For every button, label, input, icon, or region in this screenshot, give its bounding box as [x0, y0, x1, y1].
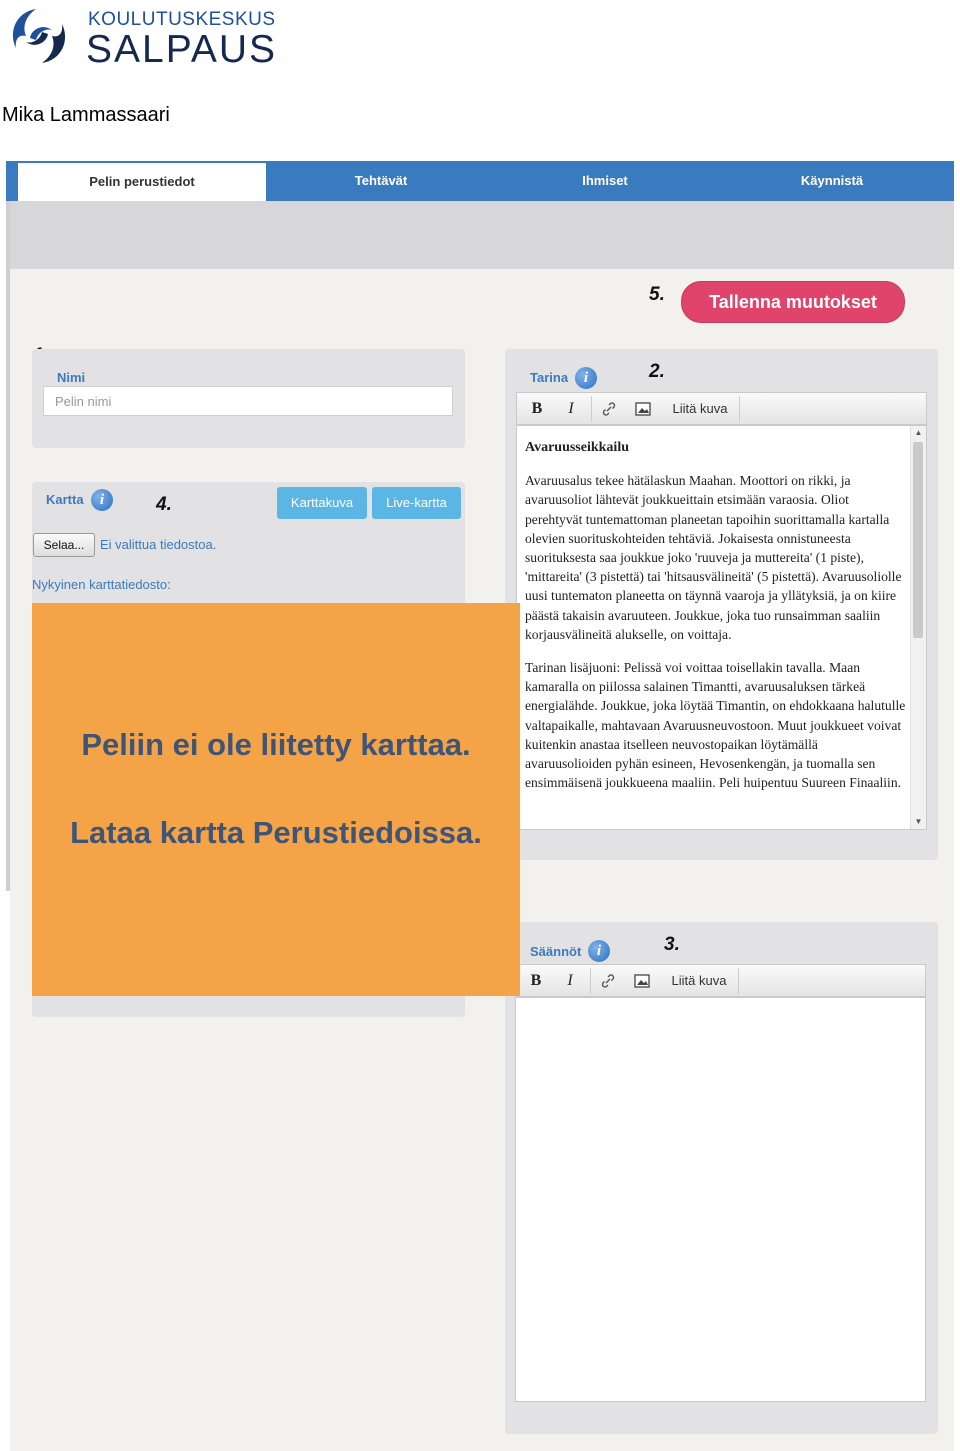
header-strip	[6, 201, 954, 269]
rules-editor-toolbar	[515, 964, 926, 997]
save-changes-button[interactable]: Tallenna muutokset	[681, 281, 905, 323]
salpaus-logo-icon	[6, 4, 72, 68]
image-icon[interactable]	[631, 395, 655, 423]
rules-info-icon[interactable]: i	[588, 940, 610, 962]
story-editor-toolbar	[516, 392, 927, 425]
rules-label: Säännöt	[530, 944, 582, 959]
toolbar-separator	[591, 396, 592, 422]
no-map-overlay	[32, 603, 520, 996]
step-marker-4: 4.	[156, 494, 172, 515]
rules-editor[interactable]	[515, 997, 926, 1402]
rules-italic-button[interactable]: I	[567, 972, 573, 989]
scroll-down-icon[interactable]: ▼	[914, 817, 923, 826]
link-icon[interactable]	[596, 967, 620, 995]
story-italic-button[interactable]: I	[568, 400, 574, 417]
current-map-file-label: Nykyinen karttatiedosto:	[32, 577, 171, 592]
game-name-input[interactable]	[43, 386, 453, 416]
browse-file-button[interactable]: Selaa...	[33, 533, 95, 557]
overlay-message-line2: Lataa kartta Perustiedoissa.	[70, 815, 482, 850]
step-marker-2: 2.	[649, 361, 665, 382]
story-paragraph: Avaruusalus tekee hätälaskun Maahan. Moottori on rikki, ja avaruusoliot lähtevät joukkueittain etsimään varaosia. Oliot perehtyvät tuntemattoman planeetan tapoihin suorittamalla kartalla olevien suorituskohteiden tehtäviä. Jokaisesta onnistuneesta suorituksesta saa joukkue joko 'ruuveja ja muttereita' (1 piste), 'mittareita' (3 pistettä) tai 'hitsausvälineitä' (5 pistettä). Avaruusoliolle uusi tuntematon planeetta on täynnä vaaroja ja yllätyksiä, ja on kiire päästä takaisin avaruuteen. Joukkue, joka tuo runsaimman saaliin korjausvälineitä alukselle, on voittaja.	[525, 473, 902, 642]
rules-insert-image-button[interactable]: Liitä kuva	[671, 973, 727, 988]
tab-bar	[6, 161, 954, 201]
toolbar-separator	[739, 396, 740, 422]
toolbar-separator	[738, 968, 739, 994]
tab-launch[interactable]: Käynnistä	[800, 173, 864, 188]
story-insert-image-button[interactable]: Liitä kuva	[672, 401, 728, 416]
story-paragraph: Tarinan lisäjuoni: Pelissä voi voittaa toisellakin tavalla. Maan kamaralla on piilossa salainen Timantti, avaruusaluksen tärkeä energialähde. Joukkue, joka löytää Timantin, on ehdokkaana halutulle valtapaikalle, mahtavaan Avaruusneuvostoon. Muut joukkueet voivat kuitenkin anastaa itselleen neuvostopaikan löytämällä avaruusolioiden pyhän esineen, Hevosenkengän, ja tuomalla sen ensimmäisenä joukkueena maaliin. Peli huipentuu Suureen Finaaliin.	[525, 660, 906, 791]
step-marker-5: 5.	[649, 284, 665, 305]
toolbar-separator	[590, 968, 591, 994]
story-label: Tarina	[530, 370, 569, 385]
story-editor[interactable]	[516, 425, 927, 830]
image-icon[interactable]	[630, 967, 654, 995]
story-content	[525, 438, 907, 806]
live-map-button[interactable]: Live-kartta	[372, 487, 461, 519]
story-scrollbar[interactable]	[910, 426, 926, 829]
scroll-thumb[interactable]	[913, 442, 923, 638]
logo-text-main: SALPAUS	[86, 28, 278, 71]
step-marker-3: 3.	[664, 934, 680, 955]
map-image-button[interactable]: Karttakuva	[277, 487, 367, 519]
story-heading: Avaruusseikkailu	[525, 440, 629, 455]
name-label: Nimi	[57, 370, 86, 385]
scroll-up-icon[interactable]: ▲	[914, 428, 923, 437]
story-bold-button[interactable]: B	[531, 400, 543, 417]
map-label: Kartta	[46, 492, 84, 507]
story-info-icon[interactable]: i	[575, 367, 597, 389]
map-info-icon[interactable]: i	[91, 489, 113, 511]
logo-text-top: KOULUTUSKESKUS	[88, 9, 276, 30]
tab-game-basics[interactable]: Pelin perustiedot	[18, 163, 266, 201]
tab-tasks[interactable]: Tehtävät	[354, 173, 408, 188]
link-icon[interactable]	[597, 395, 621, 423]
author-name: Mika Lammassaari	[2, 104, 170, 126]
no-file-selected-text: Ei valittua tiedostoa.	[100, 537, 217, 552]
left-divider	[6, 201, 10, 891]
rules-bold-button[interactable]: B	[530, 972, 542, 989]
overlay-message-line1: Peliin ei ole liitetty karttaa.	[81, 727, 471, 762]
tab-people[interactable]: Ihmiset	[582, 173, 628, 188]
